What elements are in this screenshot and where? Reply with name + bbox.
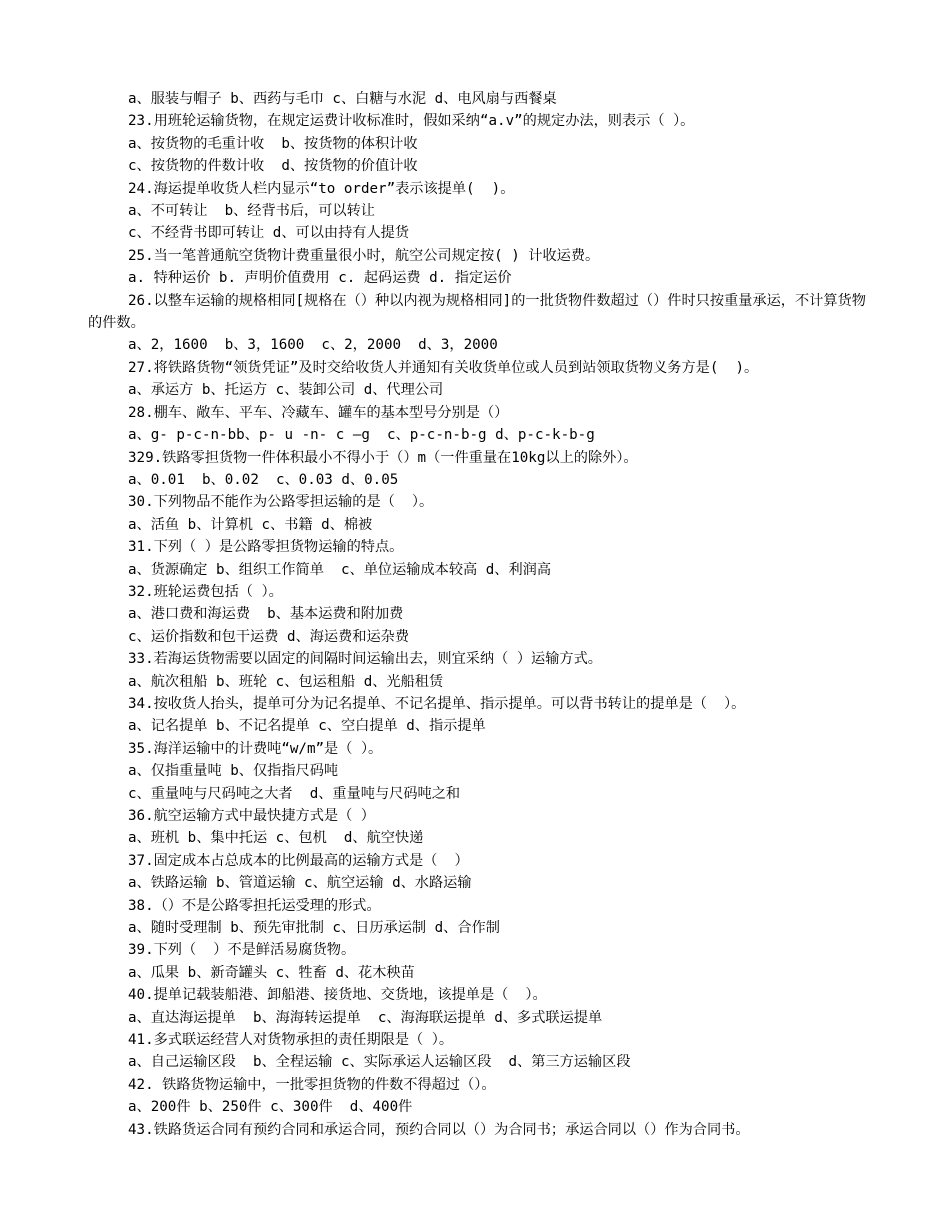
question-line: 37.固定成本占总成本的比例最高的运输方式是（ ）	[128, 852, 469, 869]
text-line: a、货源确定 b、组织工作简单 c、单位运输成本较高 d、利润高	[128, 561, 552, 578]
question-line: 329.铁路零担货物一件体积最小不得小于（）m（一件重量在10kg以上的除外）。	[128, 449, 638, 466]
text-line: a、航次租船 b、班轮 c、包运租船 d、光船租赁	[128, 673, 444, 690]
text-line: a、2，1600 b、3，1600 c、2，2000 d、3，2000	[128, 337, 498, 354]
text-line: c、不经背书即可转让 d、可以由持有人提货	[128, 225, 410, 242]
question-line: 24.海运提单收货人栏内显示“to order”表示该提单( )。	[128, 180, 515, 197]
text-line: a、活鱼 b、计算机 c、书籍 d、棉被	[128, 516, 373, 533]
question-line: 34.按收货人抬头，提单可分为记名提单、不记名提单、指示提单。可以背书转让的提单是（ ）。	[128, 695, 746, 712]
text-line: a、记名提单 b、不记名提单 c、空白提单 d、指示提单	[128, 718, 486, 735]
text-line: a、按货物的毛重计收 b、按货物的体积计收	[128, 135, 418, 152]
question-line: 32.班轮运费包括（ ）。	[128, 583, 283, 600]
question-line: 23.用班轮运输货物，在规定运费计收标准时，假如采纳“a.v”的规定办法，则表示（ ）。	[128, 113, 695, 130]
text-line: a、铁路运输 b、管道运输 c、航空运输 d、水路运输	[128, 875, 472, 892]
question-line: 27.将铁路货物“领货凭证”及时交给收货人并通知有关收货单位或人员到站领取货物义务方是( )。	[128, 359, 759, 376]
text-line: a、直达海运提单 b、海海转运提单 c、海海联运提单 d、多式联运提单	[128, 1009, 603, 1026]
text-line: a、服装与帽子 b、西药与毛巾 c、白糖与水泥 d、电风扇与西餐桌	[128, 91, 557, 107]
text-line: a、班机 b、集中托运 c、包机 d、航空快递	[128, 830, 424, 847]
question-line: 35.海洋运输中的计费吨“w/m”是（ ）。	[128, 740, 383, 757]
question-line: 28.棚车、敞车、平车、冷藏车、罐车的基本型号分别是（）	[128, 404, 509, 421]
question-line: 36.航空运输方式中最快捷方式是（ ）	[128, 808, 375, 824]
text-line: a、随时受理制 b、预先审批制 c、日历承运制 d、合作制	[128, 920, 500, 937]
question-line: 43.铁路货运合同有预约合同和承运合同，预约合同以（）为合同书；承运合同以（）作为合同书。	[128, 1121, 750, 1138]
question-line: 25.当一笔普通航空货物计费重量很小时，航空公司规定按( ) 计收运费。	[128, 247, 600, 264]
text-line: a、g- p-c-n-bb、p- u -n- c –g c、p-c-n-b-g d、p-c-k-b-g	[128, 427, 595, 444]
text-line: a、承运方 b、托运方 c、装卸公司 d、代理公司	[128, 382, 444, 399]
text-line: a、不可转让 b、经背书后，可以转让	[128, 203, 375, 220]
question-line: 39.下列（ ）不是鲜活易腐货物。	[128, 942, 356, 959]
document-body	[88, 88, 868, 1141]
text-line: a、0.01 b、0.02 c、0.03 d、0.05	[128, 471, 399, 488]
question-line: 40.提单记载装船港、卸船港、接货地、交货地，该提单是（ ）。	[128, 987, 547, 1004]
question-line: 31.下列（ ）是公路零担货物运输的特点。	[128, 539, 404, 556]
question-line: 42. 铁路货物运输中，一批零担货物的件数不得超过（）。	[128, 1076, 496, 1093]
question-line: 33.若海运货物需要以固定的间隔时间运输出去，则宜采纳（ ）运输方式。	[128, 651, 602, 668]
question-line: 41.多式联运经营人对货物承担的责任期限是（ ）。	[128, 1032, 454, 1049]
text-line: a. 特种运价 b. 声明价值费用 c. 起码运费 d. 指定运价	[128, 270, 512, 287]
text-line: a、瓜果 b、新奇罐头 c、牲畜 d、花木秧苗	[128, 964, 415, 981]
text-line: c、运价指数和包干运费 d、海运费和运杂费	[128, 628, 410, 645]
text-line: a、仅指重量吨 b、仅指指尺码吨	[128, 763, 339, 780]
text-line: c、按货物的件数计收 d、按货物的价值计收	[128, 158, 418, 175]
text-line: a、自己运输区段 b、全程运输 c、实际承运人运输区段 d、第三方运输区段	[128, 1054, 631, 1071]
text-line: a、港口费和海运费 b、基本运费和附加费	[128, 606, 404, 623]
question-line: 30.下列物品不能作为公路零担运输的是（ ）。	[128, 494, 434, 511]
question-line: 38.（）不是公路零担托运受理的形式。	[128, 897, 381, 914]
text-line: a、200件 b、250件 c、300件 d、400件	[128, 1099, 413, 1116]
question-line: 26.以整车运输的规格相同[规格在（）种以内视为规格相同]的一批货物件数超过（）件时只按重量承运，不计算货物的件数。	[88, 292, 866, 332]
text-line: c、重量吨与尺码吨之大者 d、重量吨与尺码吨之和	[128, 785, 461, 802]
